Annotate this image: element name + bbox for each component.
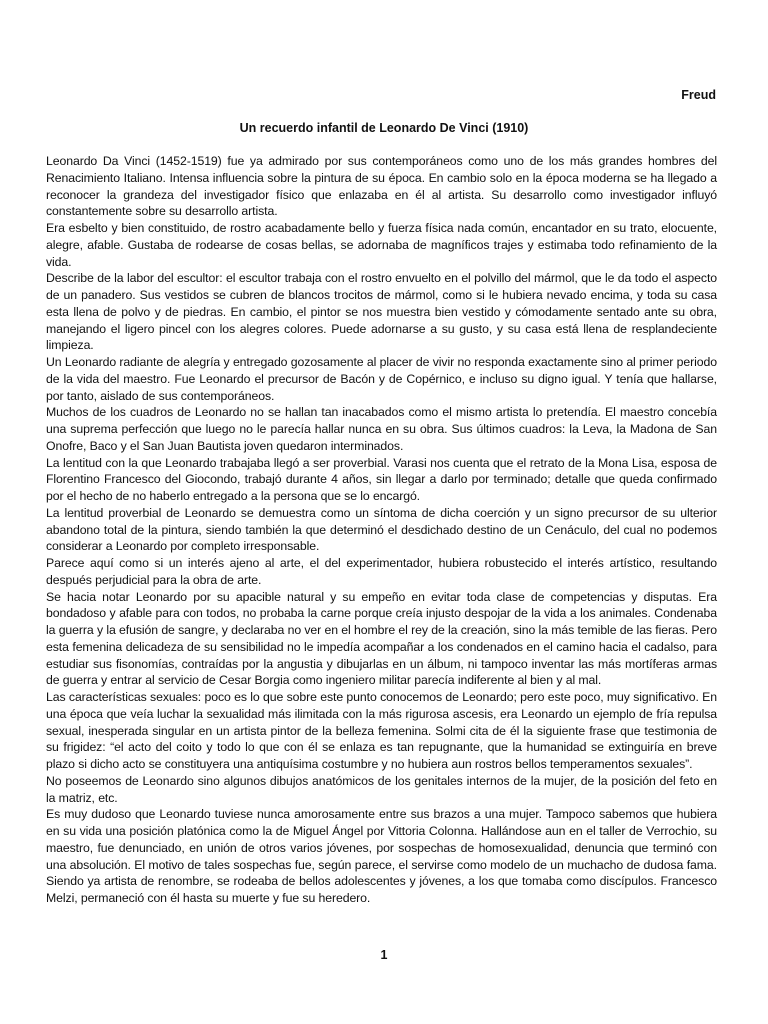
author-name: Freud (681, 88, 716, 102)
paragraph: Muchos de los cuadros de Leonardo no se hallan tan inacabados como el mismo artista lo pretendía. El maestro concebía una suprema perfección que luego no le parecía hallar nunca en su obra. Sus últimos cuadros: la Leva, la Madona de San Onofre, Baco y el San Juan Bautista joven quedaron interminados. (46, 405, 717, 453)
document-body (46, 153, 717, 907)
paragraph: Parece aquí como si un interés ajeno al arte, el del experimentador, hubiera robustecido el interés artístico, resultando después perjudicial para la obra de arte. (46, 556, 717, 587)
paragraph: Un Leonardo radiante de alegría y entregado gozosamente al placer de vivir no responda exactamente sino al primer periodo de la vida del maestro. Fue Leonardo el precursor de Bacón y de Copérnico, e incluso su digno igual. Y tenía que hallarse, por tanto, aislado de sus contemporáneos. (46, 355, 717, 403)
page-number: 1 (380, 948, 388, 962)
paragraph: Era esbelto y bien constituido, de rostro acabadamente bello y fuerza física nada común, encantador en su trato, elocuente, alegre, afable. Gustaba de rodearse de cosas bellas, se adornaba de magníficos trajes y estimaba todo refinamiento de la vida. (46, 221, 717, 269)
paragraph: Es muy dudoso que Leonardo tuviese nunca amorosamente entre sus brazos a una mujer. Tampoco sabemos que hubiera en su vida una posición platónica como la de Miguel Ángel por Vittoria Colonna. Hallándose aun en el taller de Verrochio, su maestro, fue denunciado, en unión de otros varios jóvenes, por sospechas de homosexualidad, denuncia que terminó con una absolución. El motivo de tales sospechas fue, según parece, el servirse como modelo de un muchacho de dudosa fama. Siendo ya artista de renombre, se rodeaba de bellos adolescentes y jóvenes, a los que tomaba como discípulos. Francesco Melzi, permaneció con él hasta su muerte y fue su heredero. (46, 807, 717, 905)
paragraph: Leonardo Da Vinci (1452-1519) fue ya admirado por sus contemporáneos como uno de los más grandes hombres del Renacimiento Italiano. Intensa influencia sobre la pintura de su época. En cambio solo en la época moderna se ha llegado a reconocer la grandeza del investigador físico que enlazaba en él al artista. Su desarrollo como investigador influyó constantemente sobre su desarrollo artista. (46, 154, 717, 219)
paragraph: No poseemos de Leonardo sino algunos dibujos anatómicos de los genitales internos de la mujer, de la posición del feto en la matriz, etc. (46, 773, 717, 805)
paragraph: La lentitud con la que Leonardo trabajaba llegó a ser proverbial. Varasi nos cuenta que el retrato de la Mona Lisa, esposa de Florentino Francesco del Giocondo, trabajó durante 4 años, sin llegar a darlo por terminado; detalle que queda confirmado por el hecho de no haberlo entregado a la persona que se lo encargó. (46, 455, 717, 503)
document-title: Un recuerdo infantil de Leonardo De Vinci (1910) (239, 121, 529, 135)
paragraph: Se hacia notar Leonardo por su apacible natural y su empeño en evitar toda clase de competencias y disputas. Era bondadoso y afable para con todos, no probaba la carne porque creía injusto despojar de la vida a los animales. Condenaba la guerra y la efusión de sangre, y declaraba no ver en el hombre el rey de la creación, sino la más temible de las fieras. Pero esta femenina delicadeza de su sensibilidad no le impedía acompañar a los condenados en el camino hacia el cadalso, para estudiar sus fisonomías, contraídas por la angustia y dibujarlas en un álbum, ni tampoco inventar las más mortíferas armas de guerra y entrar al servicio de Cesar Borgia como ingeniero militar parecía indiferente al bien y al mal. (46, 589, 717, 688)
paragraph: Las características sexuales: poco es lo que sobre este punto conocemos de Leonardo; pero este poco, muy significativo. En una época que veía luchar la sexualidad más ilimitada con la más rigurosa ascesis, era Leonardo un ejemplo de fría repulsa sexual, inesperada singular en un artista pintor de la belleza femenina. Solmi cita de él la siguiente frase que testimonia de su frigidez: “el acto del coito y todo lo que con él se enlaza es tan repugnante, que la humanidad se extinguiría en breve plazo si dicho acto se constituyera una antiquísima costumbre y no hubiera aun rostros bellos temperamentos sexuales”. (46, 690, 717, 771)
paragraph: La lentitud proverbial de Leonardo se demuestra como un síntoma de dicha coerción y un signo precursor de su ulterior abandono total de la pintura, siendo también la que determinó el desdichado destino de un Cenáculo, del cual no podemos considerar a Leonardo por completo irresponsable. (46, 505, 717, 554)
paragraph: Describe de la labor del escultor: el escultor trabaja con el rostro envuelto en el polvillo del mármol, que le da todo el aspecto de un panadero. Sus vestidos se cubren de blancos trocitos de mármol, como si le hubiera nevado encima, y toda su casa esta llena de polvo y de piedras. En cambio, el pintor se nos muestra bien vestido y cómodamente sentado ante su obra, manejando el ligero pincel con los alegres colores. Puede adornarse a su gusto, y su casa está llena de resplandeciente limpieza. (46, 271, 717, 353)
